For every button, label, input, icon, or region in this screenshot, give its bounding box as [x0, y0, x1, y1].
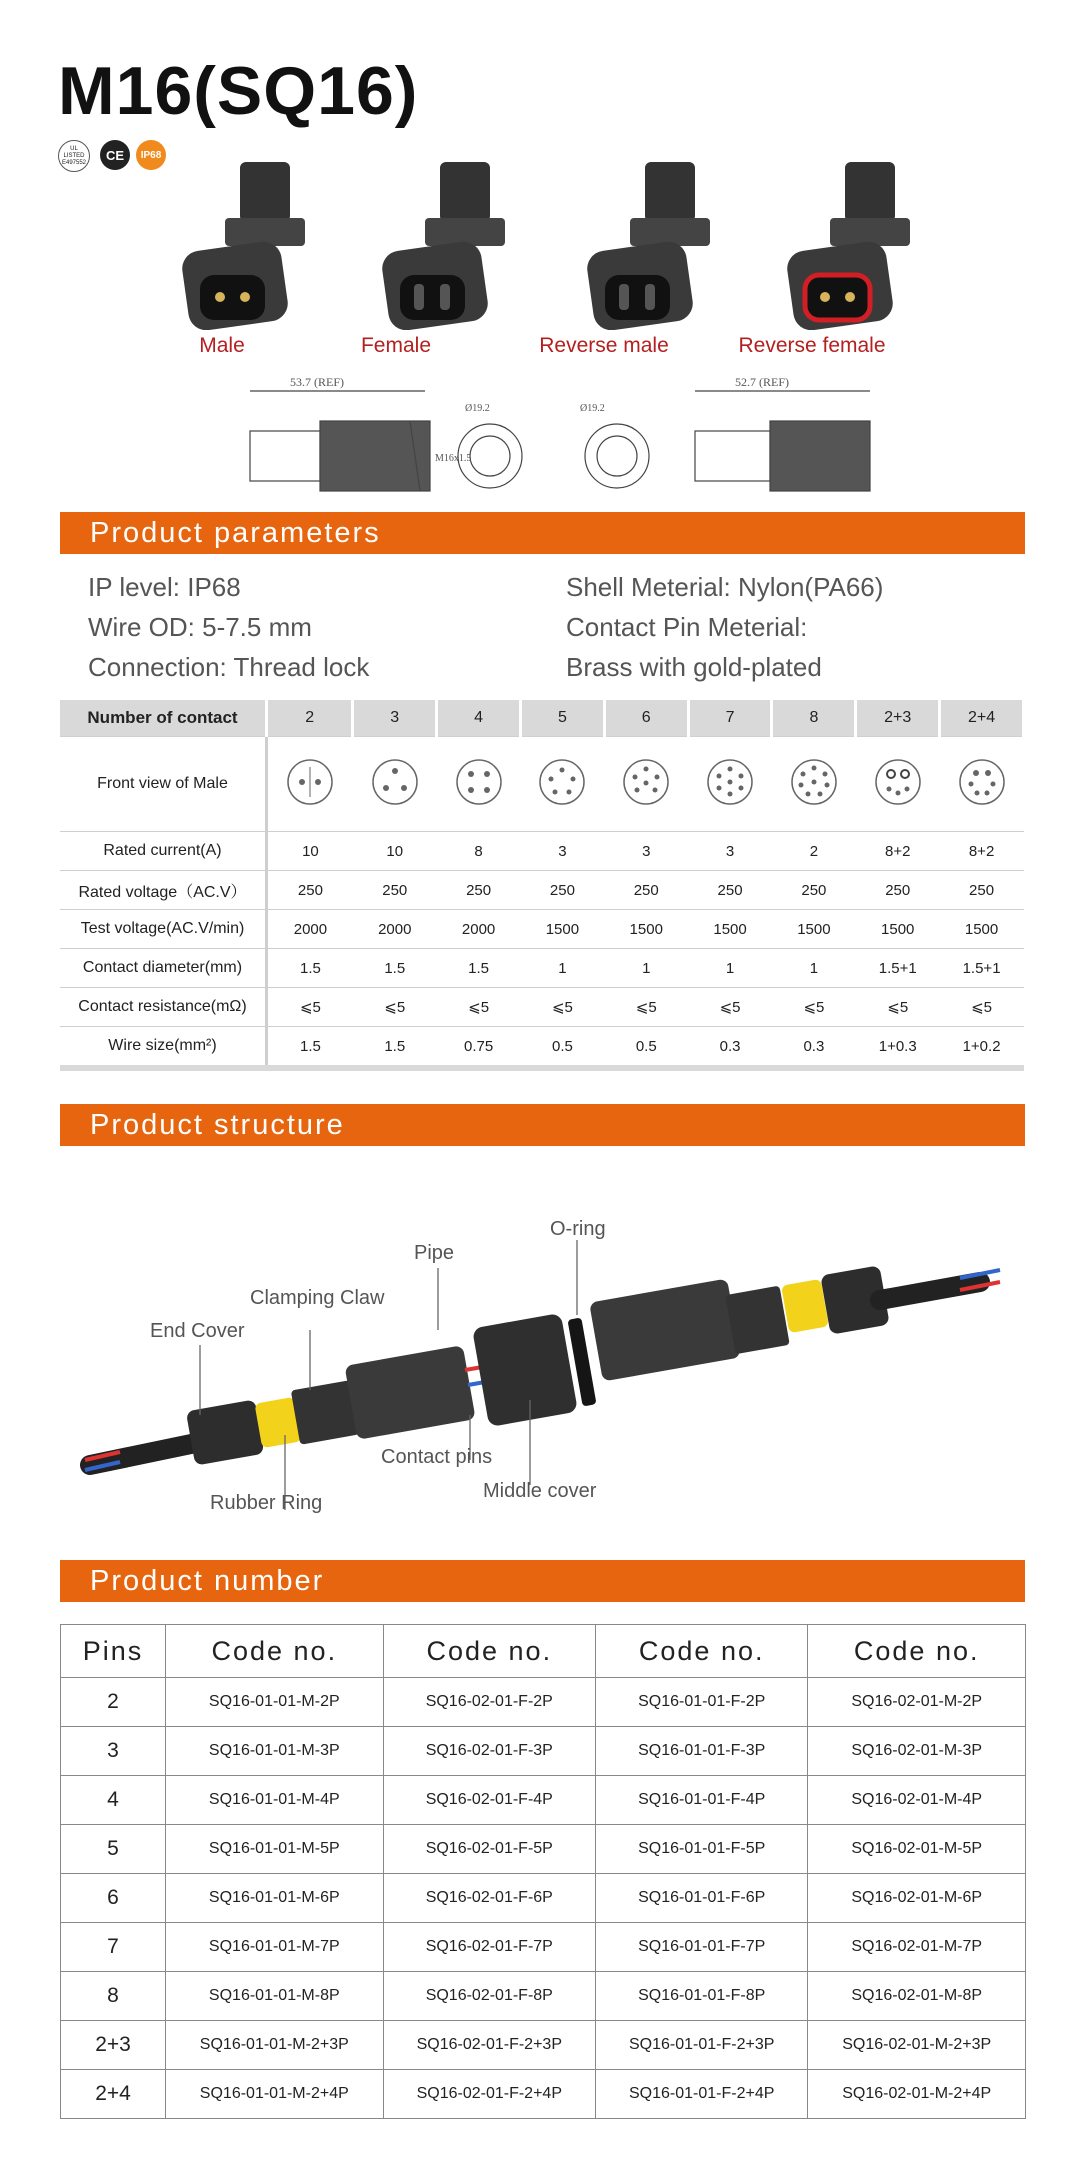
spec-cell: 250 — [688, 871, 772, 910]
code-cell: SQ16-02-01-F-3P — [383, 1727, 595, 1776]
spec-cell: 1500 — [772, 910, 856, 949]
female-connector-image — [380, 162, 505, 330]
section-banner-structure: Product structure — [60, 1104, 1025, 1146]
page-title: M16(SQ16) — [58, 53, 419, 129]
spec-cell: ⩽5 — [521, 988, 605, 1027]
spec-cell: ⩽5 — [688, 988, 772, 1027]
spec-cell: 1.5 — [437, 949, 521, 988]
spec-cell: 10 — [353, 832, 437, 871]
code-cell: SQ16-01-01-F-7P — [595, 1923, 807, 1972]
spec-cell: 3 — [521, 832, 605, 871]
pin-cell: 6 — [61, 1874, 166, 1923]
spec-cell: 0.5 — [521, 1027, 605, 1069]
code-cell: SQ16-02-01-F-2+4P — [383, 2070, 595, 2119]
front-view-6-icon — [604, 737, 688, 832]
spec-cell: 1500 — [940, 910, 1024, 949]
spec-cell: 1500 — [688, 910, 772, 949]
spec-cell: ⩽5 — [604, 988, 688, 1027]
code-cell: SQ16-01-01-M-2+4P — [166, 2070, 384, 2119]
spec-cell: 1 — [772, 949, 856, 988]
table-row — [61, 1923, 1026, 1972]
code-cell: SQ16-02-01-F-8P — [383, 1972, 595, 2021]
product-photos — [170, 150, 930, 330]
code-cell: SQ16-02-01-M-7P — [808, 1923, 1026, 1972]
code-cell: SQ16-02-01-F-2P — [383, 1678, 595, 1727]
code-cell: SQ16-01-01-M-2P — [166, 1678, 384, 1727]
callout-contact-pins: Contact pins — [381, 1446, 493, 1468]
table-row — [61, 1727, 1026, 1776]
front-view-label: Front view of Male — [60, 737, 267, 832]
code-cell: SQ16-01-01-F-2+4P — [595, 2070, 807, 2119]
code-cell: SQ16-02-01-M-4P — [808, 1776, 1026, 1825]
spec-cell: 1.5 — [267, 1027, 353, 1069]
spec-row-wire-size — [60, 1027, 1024, 1069]
spec-cell: ⩽5 — [267, 988, 353, 1027]
code-cell: SQ16-02-01-M-5P — [808, 1825, 1026, 1874]
code-header-row — [61, 1625, 1026, 1678]
code-cell: SQ16-02-01-F-6P — [383, 1874, 595, 1923]
spec-cell: 250 — [856, 871, 940, 910]
contact-count: 7 — [688, 700, 772, 737]
spec-row-label: Contact resistance(mΩ) — [60, 988, 267, 1027]
front-view-5-icon — [521, 737, 605, 832]
spec-cell: ⩽5 — [856, 988, 940, 1027]
front-view-2-icon — [267, 737, 353, 832]
spec-table — [60, 700, 1025, 1071]
code-header: Code no. — [808, 1625, 1026, 1678]
spec-row-label: Rated voltage（AC.V） — [60, 871, 267, 910]
spec-row-resistance — [60, 988, 1024, 1027]
spec-cell: 3 — [604, 832, 688, 871]
pin-cell: 5 — [61, 1825, 166, 1874]
spec-cell: 1.5+1 — [940, 949, 1024, 988]
code-cell: SQ16-01-01-F-8P — [595, 1972, 807, 2021]
spec-row-label: Wire size(mm²) — [60, 1027, 267, 1069]
spec-cell: 1500 — [521, 910, 605, 949]
spec-row-diameter — [60, 949, 1024, 988]
spec-cell: 1.5 — [353, 1027, 437, 1069]
code-cell: SQ16-02-01-F-2+3P — [383, 2021, 595, 2070]
spec-cell: 10 — [267, 832, 353, 871]
spec-cell: 8 — [437, 832, 521, 871]
code-cell: SQ16-01-01-M-7P — [166, 1923, 384, 1972]
label-male: Male — [199, 334, 245, 357]
reverse-female-connector-image — [785, 162, 910, 330]
spec-header-row — [60, 700, 1024, 737]
pin-cell: 4 — [61, 1776, 166, 1825]
callout-o-ring: O-ring — [550, 1218, 606, 1240]
section-banner-number: Product number — [60, 1560, 1025, 1602]
spec-row-label: Rated current(A) — [60, 832, 267, 871]
code-cell: SQ16-01-01-M-5P — [166, 1825, 384, 1874]
code-cell: SQ16-01-01-F-5P — [595, 1825, 807, 1874]
ul-cert-icon: UL LISTED E497552 — [58, 140, 90, 172]
spec-header-label: Number of contact — [60, 700, 267, 737]
table-row — [61, 1972, 1026, 2021]
spec-cell: ⩽5 — [772, 988, 856, 1027]
contact-count: 2 — [267, 700, 353, 737]
section-banner-parameters: Product parameters — [60, 512, 1025, 554]
param-pin: Contact Pin Meterial: — [566, 612, 808, 642]
spec-cell: 1+0.2 — [940, 1027, 1024, 1069]
spec-cell: ⩽5 — [940, 988, 1024, 1027]
spec-cell: 250 — [940, 871, 1024, 910]
contact-count: 5 — [521, 700, 605, 737]
ip68-cert-icon: IP68 — [136, 140, 166, 170]
code-cell: SQ16-01-01-F-4P — [595, 1776, 807, 1825]
spec-cell: 1 — [688, 949, 772, 988]
front-view-row — [60, 737, 1024, 832]
code-cell: SQ16-01-01-F-2P — [595, 1678, 807, 1727]
spec-cell: 0.3 — [772, 1027, 856, 1069]
code-cell: SQ16-02-01-M-2P — [808, 1678, 1026, 1727]
pin-cell: 3 — [61, 1727, 166, 1776]
spec-cell: 1 — [604, 949, 688, 988]
table-row — [61, 2021, 1026, 2070]
male-connector-image — [180, 162, 305, 330]
pin-cell: 2 — [61, 1678, 166, 1727]
spec-cell: 1.5+1 — [856, 949, 940, 988]
dia2-dim: Ø19.2 — [580, 403, 605, 414]
param-ip: IP level: IP68 — [88, 572, 241, 602]
code-cell: SQ16-01-01-M-8P — [166, 1972, 384, 2021]
spec-cell: 0.75 — [437, 1027, 521, 1069]
spec-cell: 1+0.3 — [856, 1027, 940, 1069]
front-view-2plus3-icon — [856, 737, 940, 832]
table-row — [61, 2070, 1026, 2119]
spec-row-test-voltage — [60, 910, 1024, 949]
front-view-3-icon — [353, 737, 437, 832]
dia1-dim: Ø19.2 — [465, 403, 490, 414]
contact-count: 8 — [772, 700, 856, 737]
spec-cell: 2000 — [437, 910, 521, 949]
contact-count: 2+4 — [940, 700, 1024, 737]
spec-cell: 2000 — [353, 910, 437, 949]
contact-count: 6 — [604, 700, 688, 737]
code-cell: SQ16-01-01-M-3P — [166, 1727, 384, 1776]
table-row — [61, 1874, 1026, 1923]
code-header: Code no. — [383, 1625, 595, 1678]
spec-row-voltage — [60, 871, 1024, 910]
front-view-8-icon — [772, 737, 856, 832]
code-cell: SQ16-02-01-M-3P — [808, 1727, 1026, 1776]
spec-cell: 0.3 — [688, 1027, 772, 1069]
callout-end-cover: End Cover — [150, 1320, 245, 1342]
dimension-drawings — [240, 366, 960, 501]
label-reverse-male: Reverse male — [539, 334, 669, 357]
param-shell: Shell Meterial: Nylon(PA66) — [566, 572, 884, 602]
contact-count: 2+3 — [856, 700, 940, 737]
front-view-2plus4-icon — [940, 737, 1024, 832]
code-cell: SQ16-01-01-M-6P — [166, 1874, 384, 1923]
spec-cell: 250 — [772, 871, 856, 910]
code-cell: SQ16-02-01-M-2+3P — [808, 2021, 1026, 2070]
spec-cell: 250 — [267, 871, 353, 910]
label-reverse-female: Reverse female — [738, 334, 886, 357]
code-cell: SQ16-02-01-M-6P — [808, 1874, 1026, 1923]
code-cell: SQ16-01-01-F-2+3P — [595, 2021, 807, 2070]
param-connection: Connection: Thread lock — [88, 652, 370, 682]
code-header: Pins — [61, 1625, 166, 1678]
spec-cell: ⩽5 — [353, 988, 437, 1027]
spec-cell: ⩽5 — [437, 988, 521, 1027]
code-cell: SQ16-02-01-F-5P — [383, 1825, 595, 1874]
male-length-dim: 53.7 (REF) — [290, 375, 344, 389]
code-cell: SQ16-02-01-M-8P — [808, 1972, 1026, 2021]
contact-count: 4 — [437, 700, 521, 737]
spec-cell: 2 — [772, 832, 856, 871]
code-table — [60, 1624, 1026, 2119]
reverse-male-connector-image — [585, 162, 710, 330]
table-row — [61, 1678, 1026, 1727]
spec-cell: 2000 — [267, 910, 353, 949]
param-wire: Wire OD: 5-7.5 mm — [88, 612, 312, 642]
param-brass: Brass with gold-plated — [566, 652, 822, 682]
spec-cell: 0.5 — [604, 1027, 688, 1069]
spec-cell: 1.5 — [353, 949, 437, 988]
callout-middle-cover: Middle cover — [483, 1480, 597, 1502]
contact-count: 3 — [353, 700, 437, 737]
code-header: Code no. — [595, 1625, 807, 1678]
pin-cell: 2+4 — [61, 2070, 166, 2119]
code-cell: SQ16-01-01-M-2+3P — [166, 2021, 384, 2070]
spec-cell: 8+2 — [856, 832, 940, 871]
code-cell: SQ16-02-01-F-4P — [383, 1776, 595, 1825]
female-length-dim: 52.7 (REF) — [735, 375, 789, 389]
spec-row-label: Test voltage(AC.V/min) — [60, 910, 267, 949]
spec-cell: 1500 — [604, 910, 688, 949]
table-row — [61, 1825, 1026, 1874]
label-female: Female — [360, 334, 432, 357]
pin-cell: 2+3 — [61, 2021, 166, 2070]
spec-cell: 250 — [353, 871, 437, 910]
spec-cell: 250 — [437, 871, 521, 910]
code-cell: SQ16-01-01-F-6P — [595, 1874, 807, 1923]
callout-rubber-ring: Rubber Ring — [210, 1492, 323, 1514]
code-cell: SQ16-02-01-F-7P — [383, 1923, 595, 1972]
callout-clamping-claw: Clamping Claw — [250, 1287, 385, 1309]
spec-cell: 250 — [521, 871, 605, 910]
code-cell: SQ16-01-01-F-3P — [595, 1727, 807, 1776]
spec-cell: 3 — [688, 832, 772, 871]
spec-row-current — [60, 832, 1024, 871]
spec-row-label: Contact diameter(mm) — [60, 949, 267, 988]
front-view-7-icon — [688, 737, 772, 832]
front-view-4-icon — [437, 737, 521, 832]
spec-cell: 1500 — [856, 910, 940, 949]
code-header: Code no. — [166, 1625, 384, 1678]
code-cell: SQ16-02-01-M-2+4P — [808, 2070, 1026, 2119]
thread-dim: M16x1.5 — [435, 453, 472, 464]
spec-cell: 1 — [521, 949, 605, 988]
code-cell: SQ16-01-01-M-4P — [166, 1776, 384, 1825]
pin-cell: 7 — [61, 1923, 166, 1972]
spec-cell: 1.5 — [267, 949, 353, 988]
pin-cell: 8 — [61, 1972, 166, 2021]
ce-cert-icon: CE — [100, 140, 130, 170]
spec-cell: 8+2 — [940, 832, 1024, 871]
callout-pipe: Pipe — [414, 1242, 455, 1264]
exploded-structure-diagram — [80, 1220, 1010, 1520]
spec-cell: 250 — [604, 871, 688, 910]
table-row — [61, 1776, 1026, 1825]
